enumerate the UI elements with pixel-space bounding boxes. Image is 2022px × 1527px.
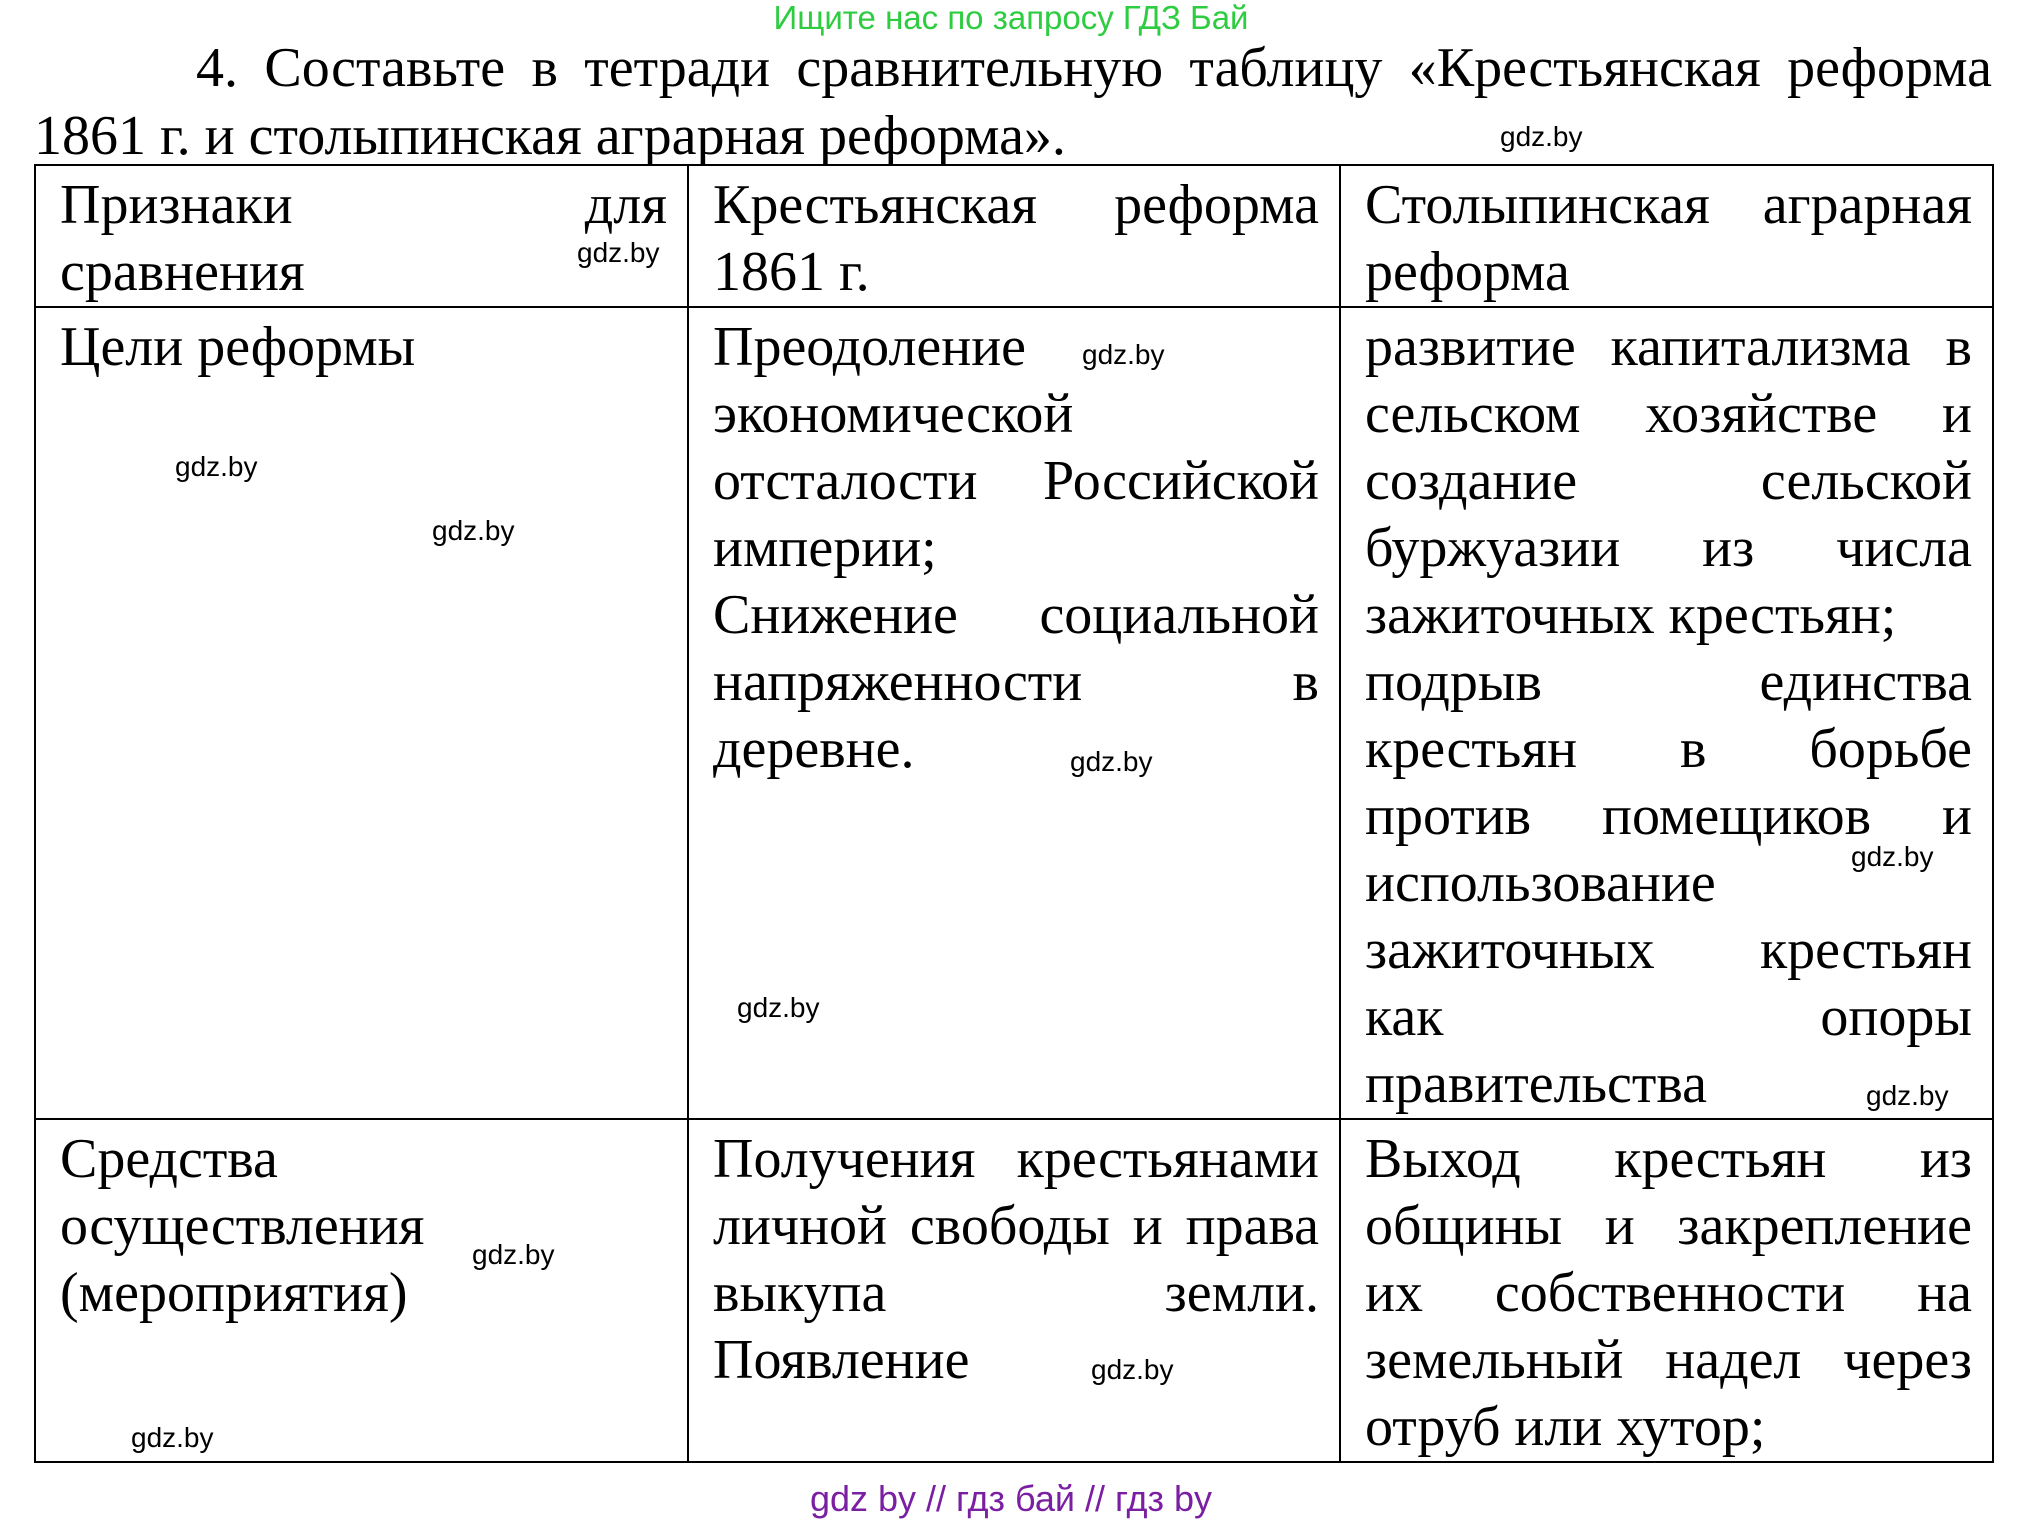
table-cell [35, 307, 688, 1119]
header-cell [1340, 165, 1993, 307]
cell-text-line: выкупа земли. [713, 1262, 1319, 1324]
goals-row [35, 307, 1993, 1119]
cell-text-line: правительства [1365, 1053, 1707, 1115]
watermark-text: gdz.by [1082, 339, 1165, 370]
cell-text-line: Крестьянская реформа [713, 174, 1319, 236]
cell-text-line: осуществления [60, 1195, 425, 1257]
cell-text-line: отруб или хутор; [1365, 1396, 1766, 1458]
footer-watermark: gdz by // гдз бай // гдз by [809, 1478, 1213, 1519]
cell-text-line: (мероприятия) [60, 1262, 408, 1324]
cell-text-line: Появление [713, 1329, 970, 1391]
cell-text-line: Снижение социальной [713, 584, 1319, 646]
table-cell [35, 1119, 688, 1462]
watermark-text: gdz.by [175, 451, 258, 482]
cell-text-line: напряженности в [713, 651, 1319, 713]
cell-text-line: Средства [60, 1128, 278, 1190]
cell-text-line: реформа [1365, 241, 1570, 303]
header-cell [35, 165, 688, 307]
watermark-text: gdz.by [737, 992, 820, 1023]
watermark-text: gdz.by [1500, 121, 1583, 152]
cell-text-line: Получения крестьянами [713, 1128, 1319, 1190]
search-hint-banner: Ищите нас по запросу ГДЗ Бай [773, 0, 1249, 36]
watermark-text: gdz.by [131, 1422, 214, 1453]
cell-text-line: общины и закрепление [1365, 1195, 1972, 1257]
cell-text-line: Признаки для [60, 174, 667, 236]
comparison-table [34, 164, 1994, 1463]
cell-text-line: развитие капитализма в [1365, 316, 1972, 378]
cell-text-line: против помещиков и [1365, 785, 1972, 847]
cell-text-line: их собственности на [1365, 1262, 1972, 1324]
watermark-text: gdz.by [1070, 746, 1153, 777]
cell-text-line: Выход крестьян из [1365, 1128, 1972, 1190]
cell-text-line: Столыпинская аграрная [1365, 174, 1972, 236]
cell-text-line: создание сельской [1365, 450, 1972, 512]
header-cell [688, 165, 1340, 307]
cell-text-line: Преодоление [713, 316, 1027, 378]
cell-text-line: буржуазии из числа [1365, 517, 1972, 579]
watermark-text: gdz.by [472, 1239, 555, 1270]
cell-text-line: как опоры [1365, 986, 1972, 1048]
watermark-text: gdz.by [1851, 841, 1934, 872]
cell-text-line: экономической [713, 383, 1074, 445]
task-statement [34, 34, 1992, 170]
cell-text-line: деревне. [713, 718, 915, 780]
cell-text-line: подрыв единства [1365, 651, 1972, 713]
cell-text-line: зажиточных крестьян [1365, 919, 1972, 981]
means-row [35, 1119, 1993, 1462]
watermark-text: gdz.by [577, 237, 660, 268]
cell-text-line: Цели реформы [60, 316, 416, 378]
cell-text-line: сельском хозяйстве и [1365, 383, 1972, 445]
watermark-text: gdz.by [1866, 1080, 1949, 1111]
watermark-text: gdz.by [432, 515, 515, 546]
cell-text-line: зажиточных крестьян; [1365, 584, 1897, 646]
cell-text-line: империи; [713, 517, 937, 579]
task-line-2: 1861 г. и столыпинская аграрная реформа». [34, 105, 1066, 167]
cell-text-line: использование [1365, 852, 1716, 914]
watermark-text: gdz.by [1091, 1354, 1174, 1385]
cell-text-line: личной свободы и права [713, 1195, 1319, 1257]
table-cell [688, 1119, 1340, 1462]
cell-text-line: отсталости Российской [713, 450, 1319, 512]
task-line-1: 4. Составьте в тетради сравнительную таблицу «Крестьянская реформа [196, 37, 1992, 99]
header-row [35, 165, 1993, 307]
table-cell [1340, 307, 1993, 1119]
cell-text-line: сравнения [60, 241, 305, 303]
cell-text-line: крестьян в борьбе [1365, 718, 1972, 780]
cell-text-line: 1861 г. [713, 241, 870, 303]
table-cell [1340, 1119, 1993, 1462]
cell-text-line: земельный надел через [1365, 1329, 1972, 1391]
